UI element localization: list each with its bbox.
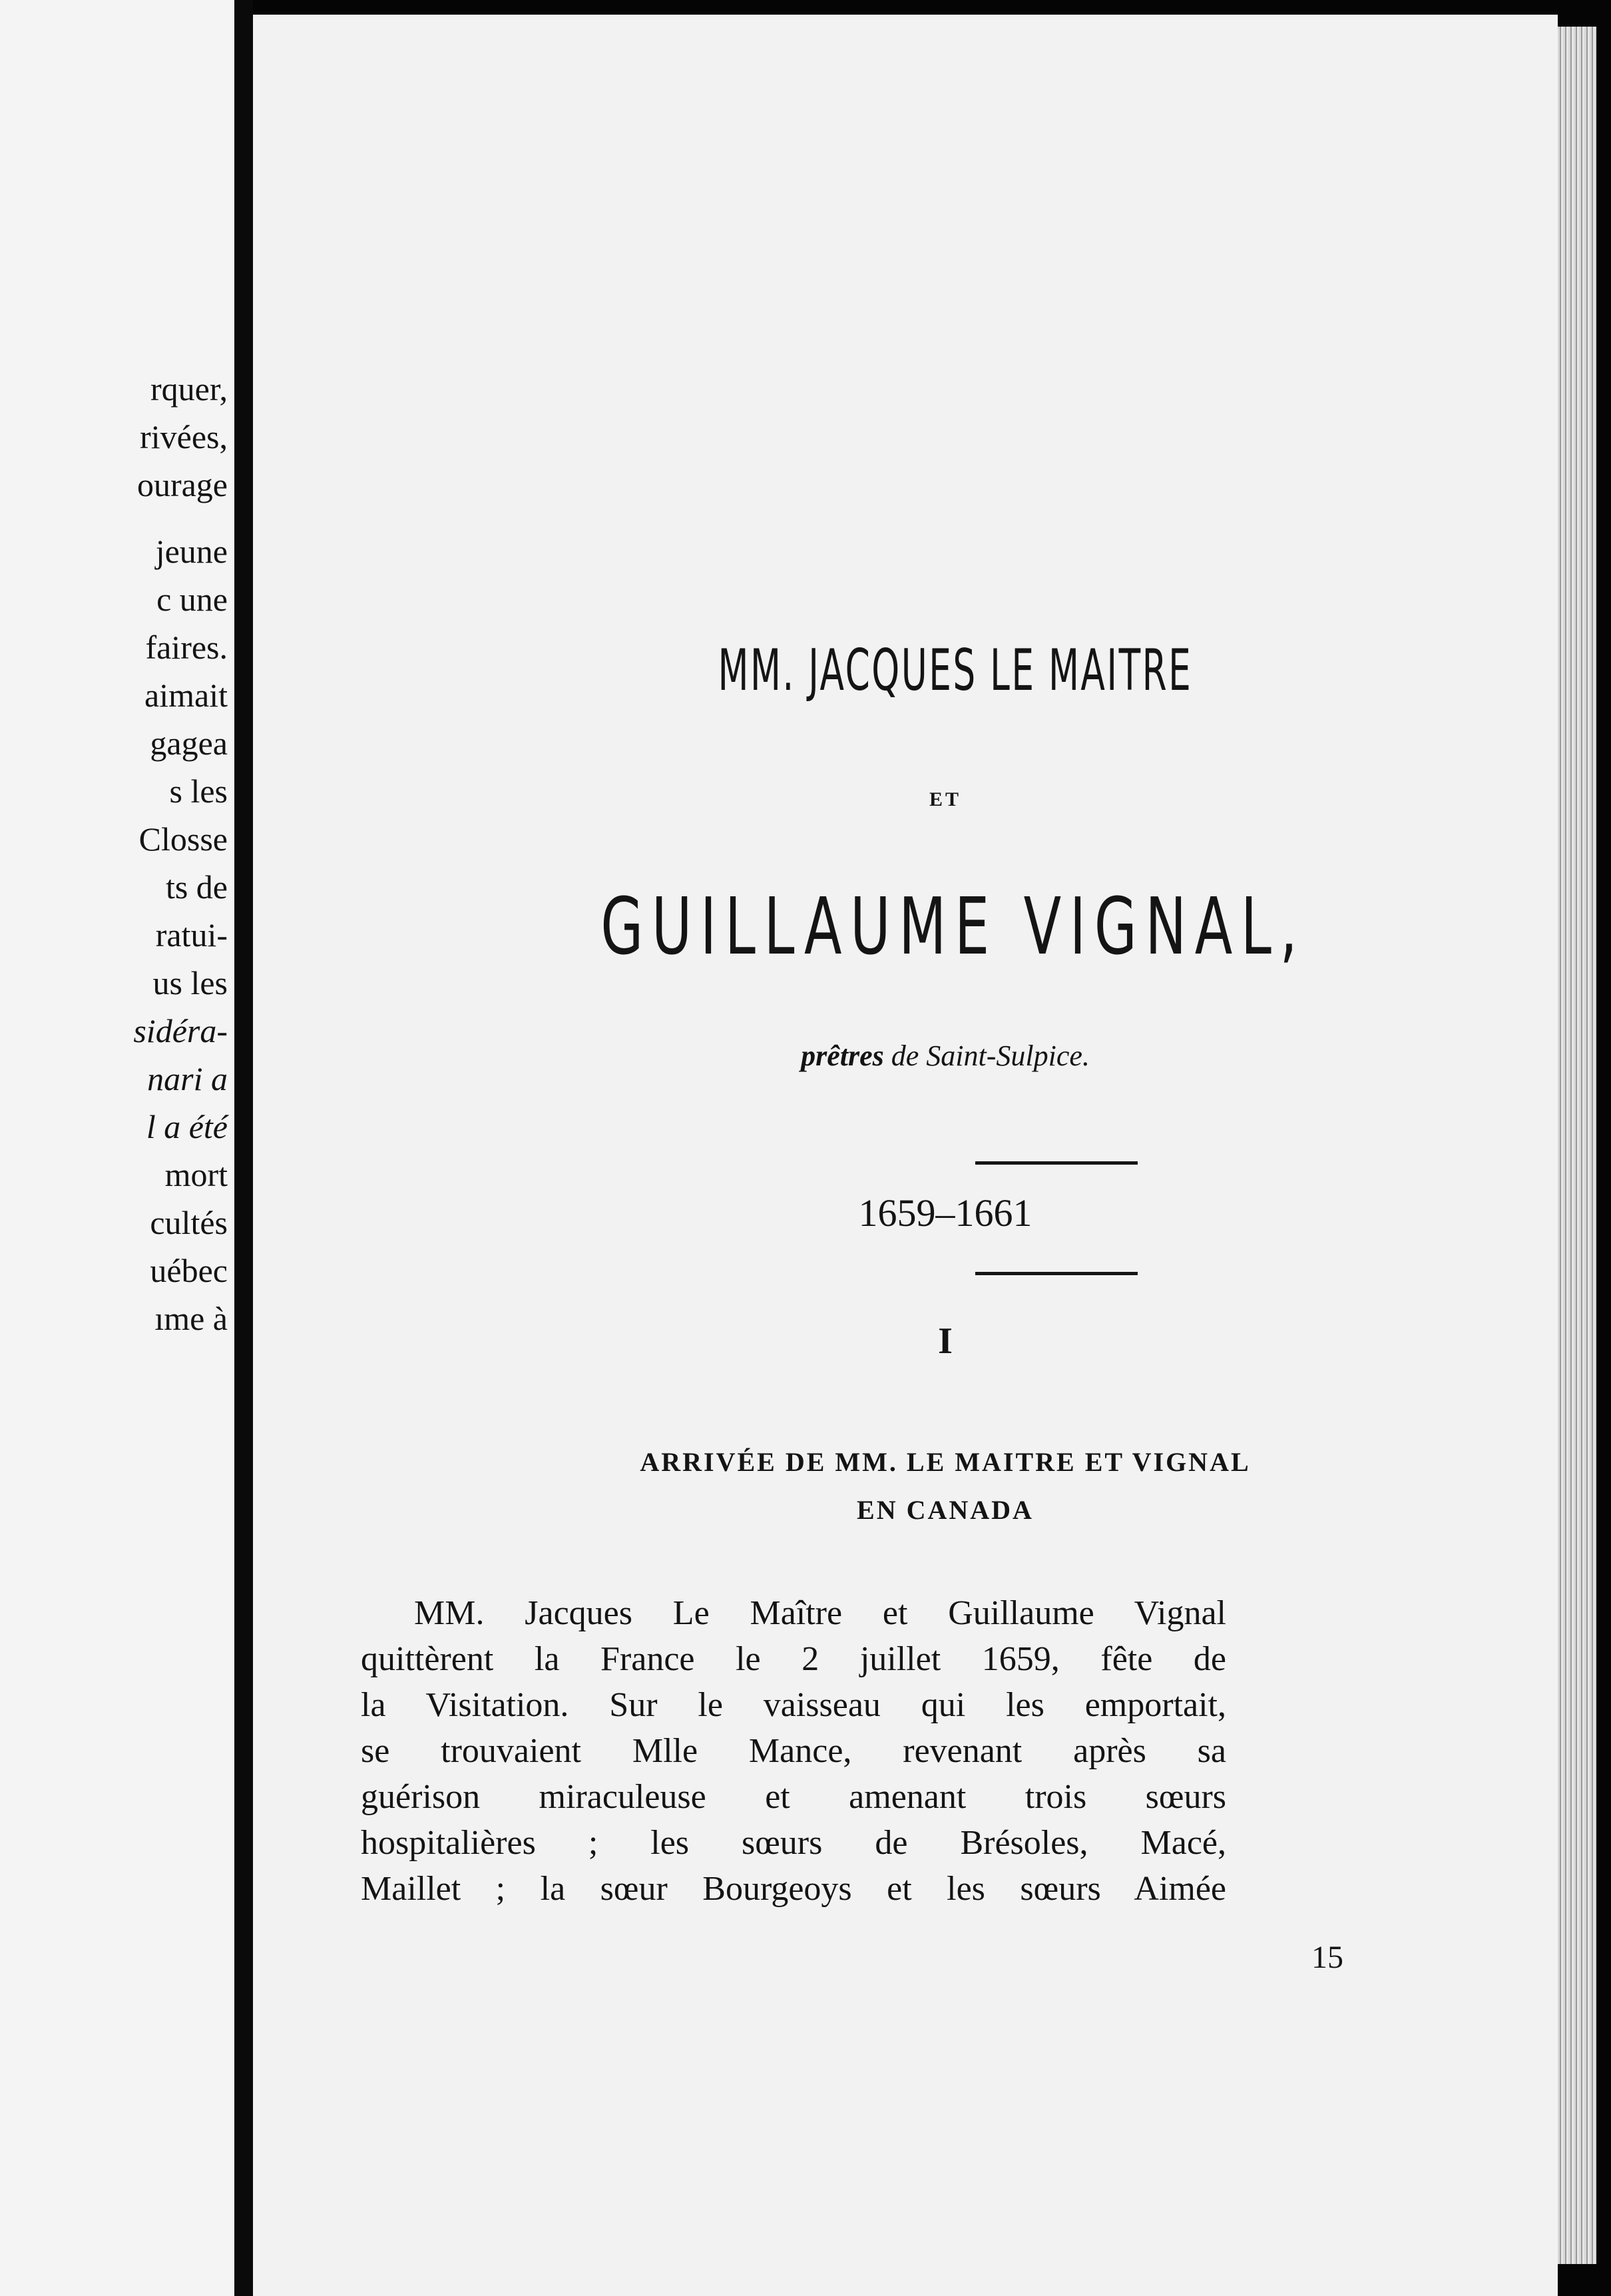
body-line: guérison miraculeuse et amenant trois sœurs (361, 1778, 1226, 1816)
current-page (253, 15, 1558, 2296)
text-line: ratui- (155, 916, 228, 954)
text-line: gagea (150, 724, 228, 762)
page-number: 15 (1311, 1940, 1343, 1975)
body-line: hospitalières ; les sœurs de Brésoles, Macé, (361, 1824, 1226, 1862)
previous-page-text (1, 365, 228, 1342)
date-range: 1659–1661 (858, 1191, 1033, 1235)
body-line: MM. Jacques Le Maître et Guillaume Vignal (414, 1594, 1226, 1632)
text-line: c une (156, 581, 228, 618)
text-line: faires. (145, 629, 228, 666)
text-line: sidéra- (133, 1012, 228, 1049)
title-conjunction: ET (929, 788, 962, 810)
text-line: cultés (150, 1204, 228, 1241)
text-line: us les (152, 964, 228, 1002)
body-line: quittèrent la France le 2 juillet 1659, fête de (361, 1640, 1226, 1678)
text-line: nari a (147, 1060, 228, 1097)
page-edges (1558, 27, 1596, 2264)
text-line: mort (164, 1156, 228, 1193)
divider-rule-bottom (975, 1272, 1138, 1275)
section-heading-line-2: EN CANADA (857, 1495, 1034, 1525)
text-line: rquer, (150, 370, 228, 408)
text-line: s les (169, 772, 228, 810)
section-heading (293, 1438, 1598, 1534)
text-line: l a été (146, 1108, 228, 1145)
text-line: ts de (165, 868, 228, 906)
chapter-title-line-1: MM. JACQUES LE MAITRE (718, 637, 1193, 704)
chapter-subtitle (293, 1039, 1598, 1073)
subtitle-bold: prêtres (801, 1039, 884, 1072)
body-line: se trouvaient Mlle Mance, revenant après sa (361, 1732, 1226, 1770)
divider-rule-top (975, 1161, 1138, 1165)
text-line: jeune (155, 533, 228, 570)
text-line: ourage (136, 466, 228, 503)
text-line: Closse (138, 820, 228, 858)
body-line: Maillet ; la sœur Bourgeoys et les sœurs Aimée (361, 1870, 1226, 1908)
book-gutter (234, 0, 253, 2296)
body-paragraph (361, 1590, 1226, 1912)
section-heading-line-1: ARRIVÉE DE MM. LE MAITRE ET VIGNAL (640, 1447, 1251, 1477)
text-line: ıme à (154, 1300, 228, 1337)
chapter-title-line-2: GUILLAUME VIGNAL, (600, 880, 1306, 972)
text-line: uébec (150, 1252, 228, 1289)
previous-page (0, 0, 234, 2296)
body-line: la Visitation. Sur le vaisseau qui les emportait, (361, 1686, 1226, 1724)
text-line: rivées, (140, 418, 228, 455)
text-line: aimait (144, 677, 228, 714)
section-number: I (938, 1320, 953, 1362)
subtitle-rest: de Saint-Sulpice. (883, 1039, 1090, 1072)
